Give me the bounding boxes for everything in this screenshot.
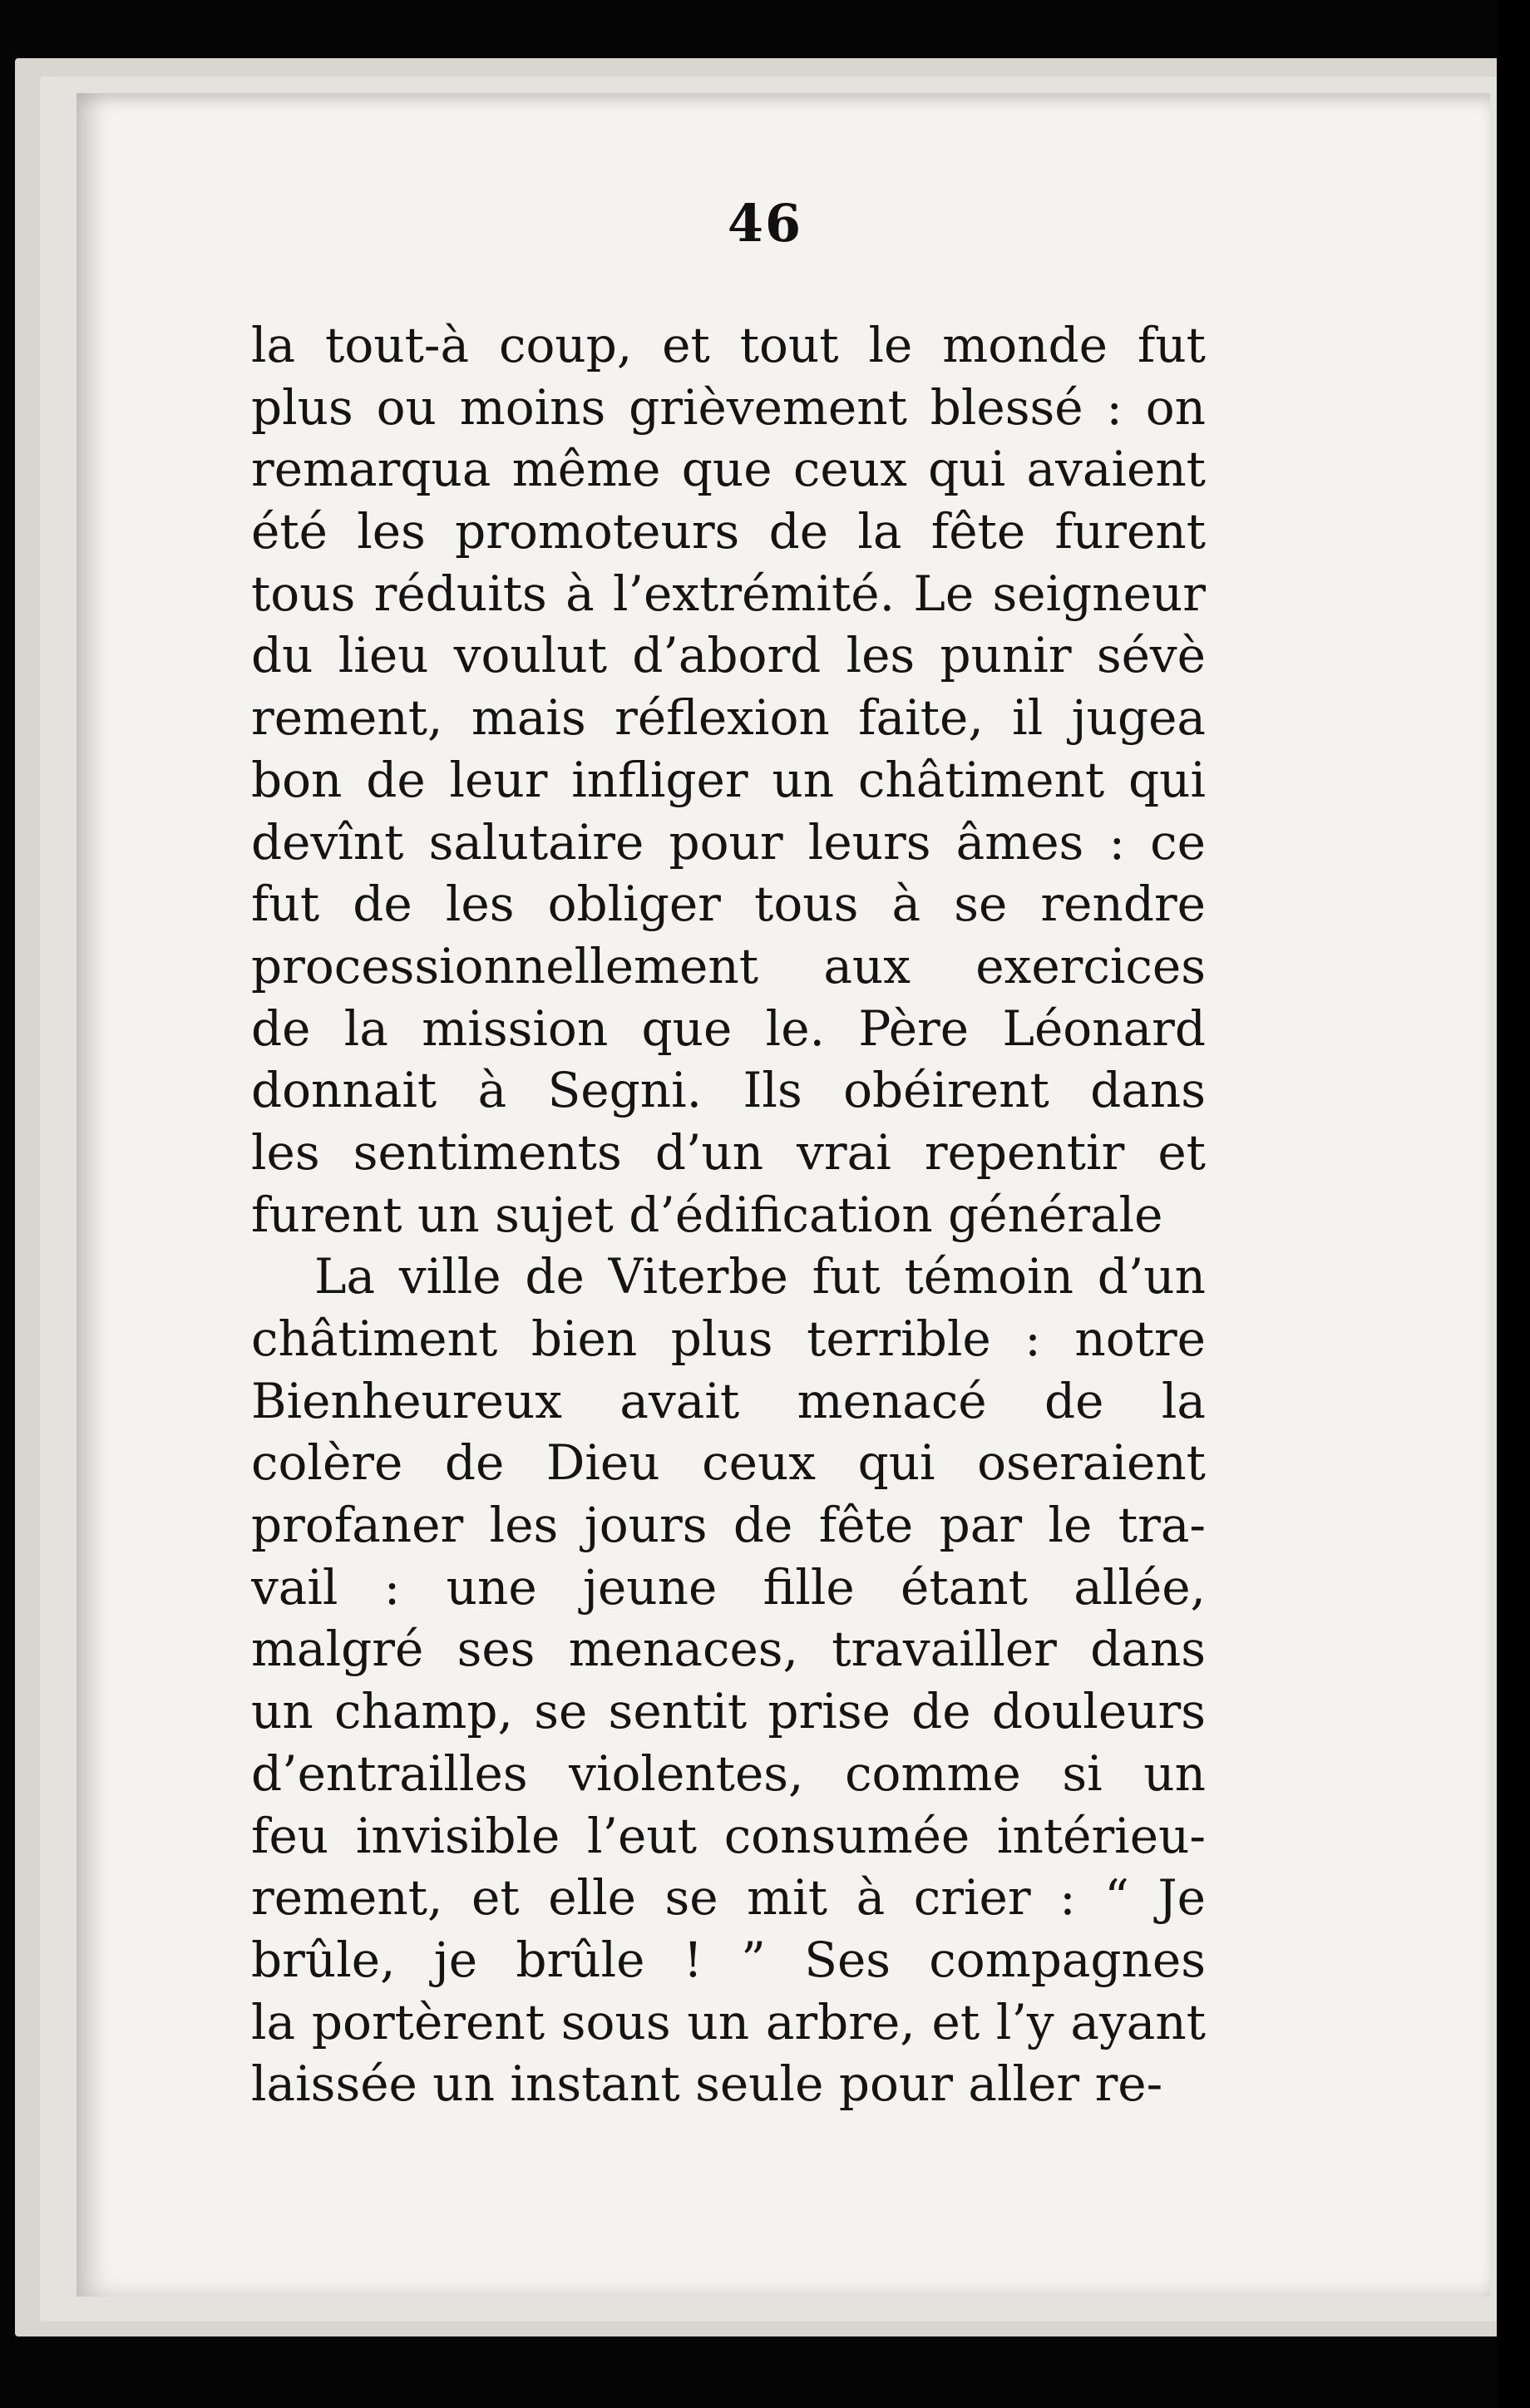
- text-line: du lieu voulut d’abord les punir sévè: [251, 627, 1206, 684]
- text-line: un champ, se sentit prise de douleurs: [251, 1683, 1206, 1740]
- text-line: la tout-à coup, et tout le monde fut: [251, 317, 1206, 373]
- body-text: [251, 314, 1206, 2115]
- text-line: furent un sujet d’édification générale: [251, 1186, 1163, 1243]
- page-number: 46: [727, 193, 803, 254]
- text-line: brûle, je brûle ! ” Ses compagnes: [251, 1931, 1206, 1988]
- text-line: processionnellement aux exercices: [251, 937, 1206, 994]
- text-line: fut de les obliger tous à se rendre: [251, 876, 1206, 933]
- text-line: rement, et elle se mit à crier : “ Je: [251, 1869, 1206, 1927]
- text-line: châtiment bien plus terrible : notre: [251, 1310, 1206, 1367]
- text-line: devînt salutaire pour leurs âmes : ce: [251, 813, 1206, 871]
- text-line: bon de leur infliger un châtiment qui: [251, 751, 1206, 808]
- text-line: colère de Dieu ceux qui oseraient: [251, 1434, 1206, 1492]
- text-line: Bienheureux avait menacé de la: [251, 1372, 1206, 1429]
- text-line: la portèrent sous un arbre, et l’y ayant: [251, 1993, 1206, 2050]
- text-line: les sentiments d’un vrai repentir et: [251, 1123, 1206, 1181]
- text-line: plus ou moins grièvement blessé : on: [251, 378, 1206, 436]
- text-line: La ville de Viterbe fut témoin d’un: [314, 1248, 1206, 1305]
- text-line: d’entrailles violentes, comme si un: [251, 1744, 1206, 1802]
- text-line: laissée un instant seule pour aller re-: [251, 2055, 1163, 2113]
- text-line: de la mission que le. Père Léonard: [251, 999, 1206, 1057]
- text-line: malgré ses menaces, travailler dans: [251, 1621, 1206, 1678]
- text-line: rement, mais réflexion faite, il jugea: [251, 689, 1206, 747]
- text-line: été les promoteurs de la fête furent: [251, 503, 1206, 560]
- scan-border: [1497, 0, 1530, 2408]
- text-line: tous réduits à l’extrémité. Le seigneur: [251, 565, 1206, 622]
- text-line: vail : une jeune fille étant allée,: [251, 1558, 1206, 1616]
- text-line: remarqua même que ceux qui avaient: [251, 441, 1206, 498]
- text-line: donnait à Segni. Ils obéirent dans: [251, 1062, 1206, 1119]
- text-line: feu invisible l’eut consumée intérieu-: [251, 1807, 1206, 1864]
- text-line: profaner les jours de fête par le tra-: [251, 1497, 1206, 1554]
